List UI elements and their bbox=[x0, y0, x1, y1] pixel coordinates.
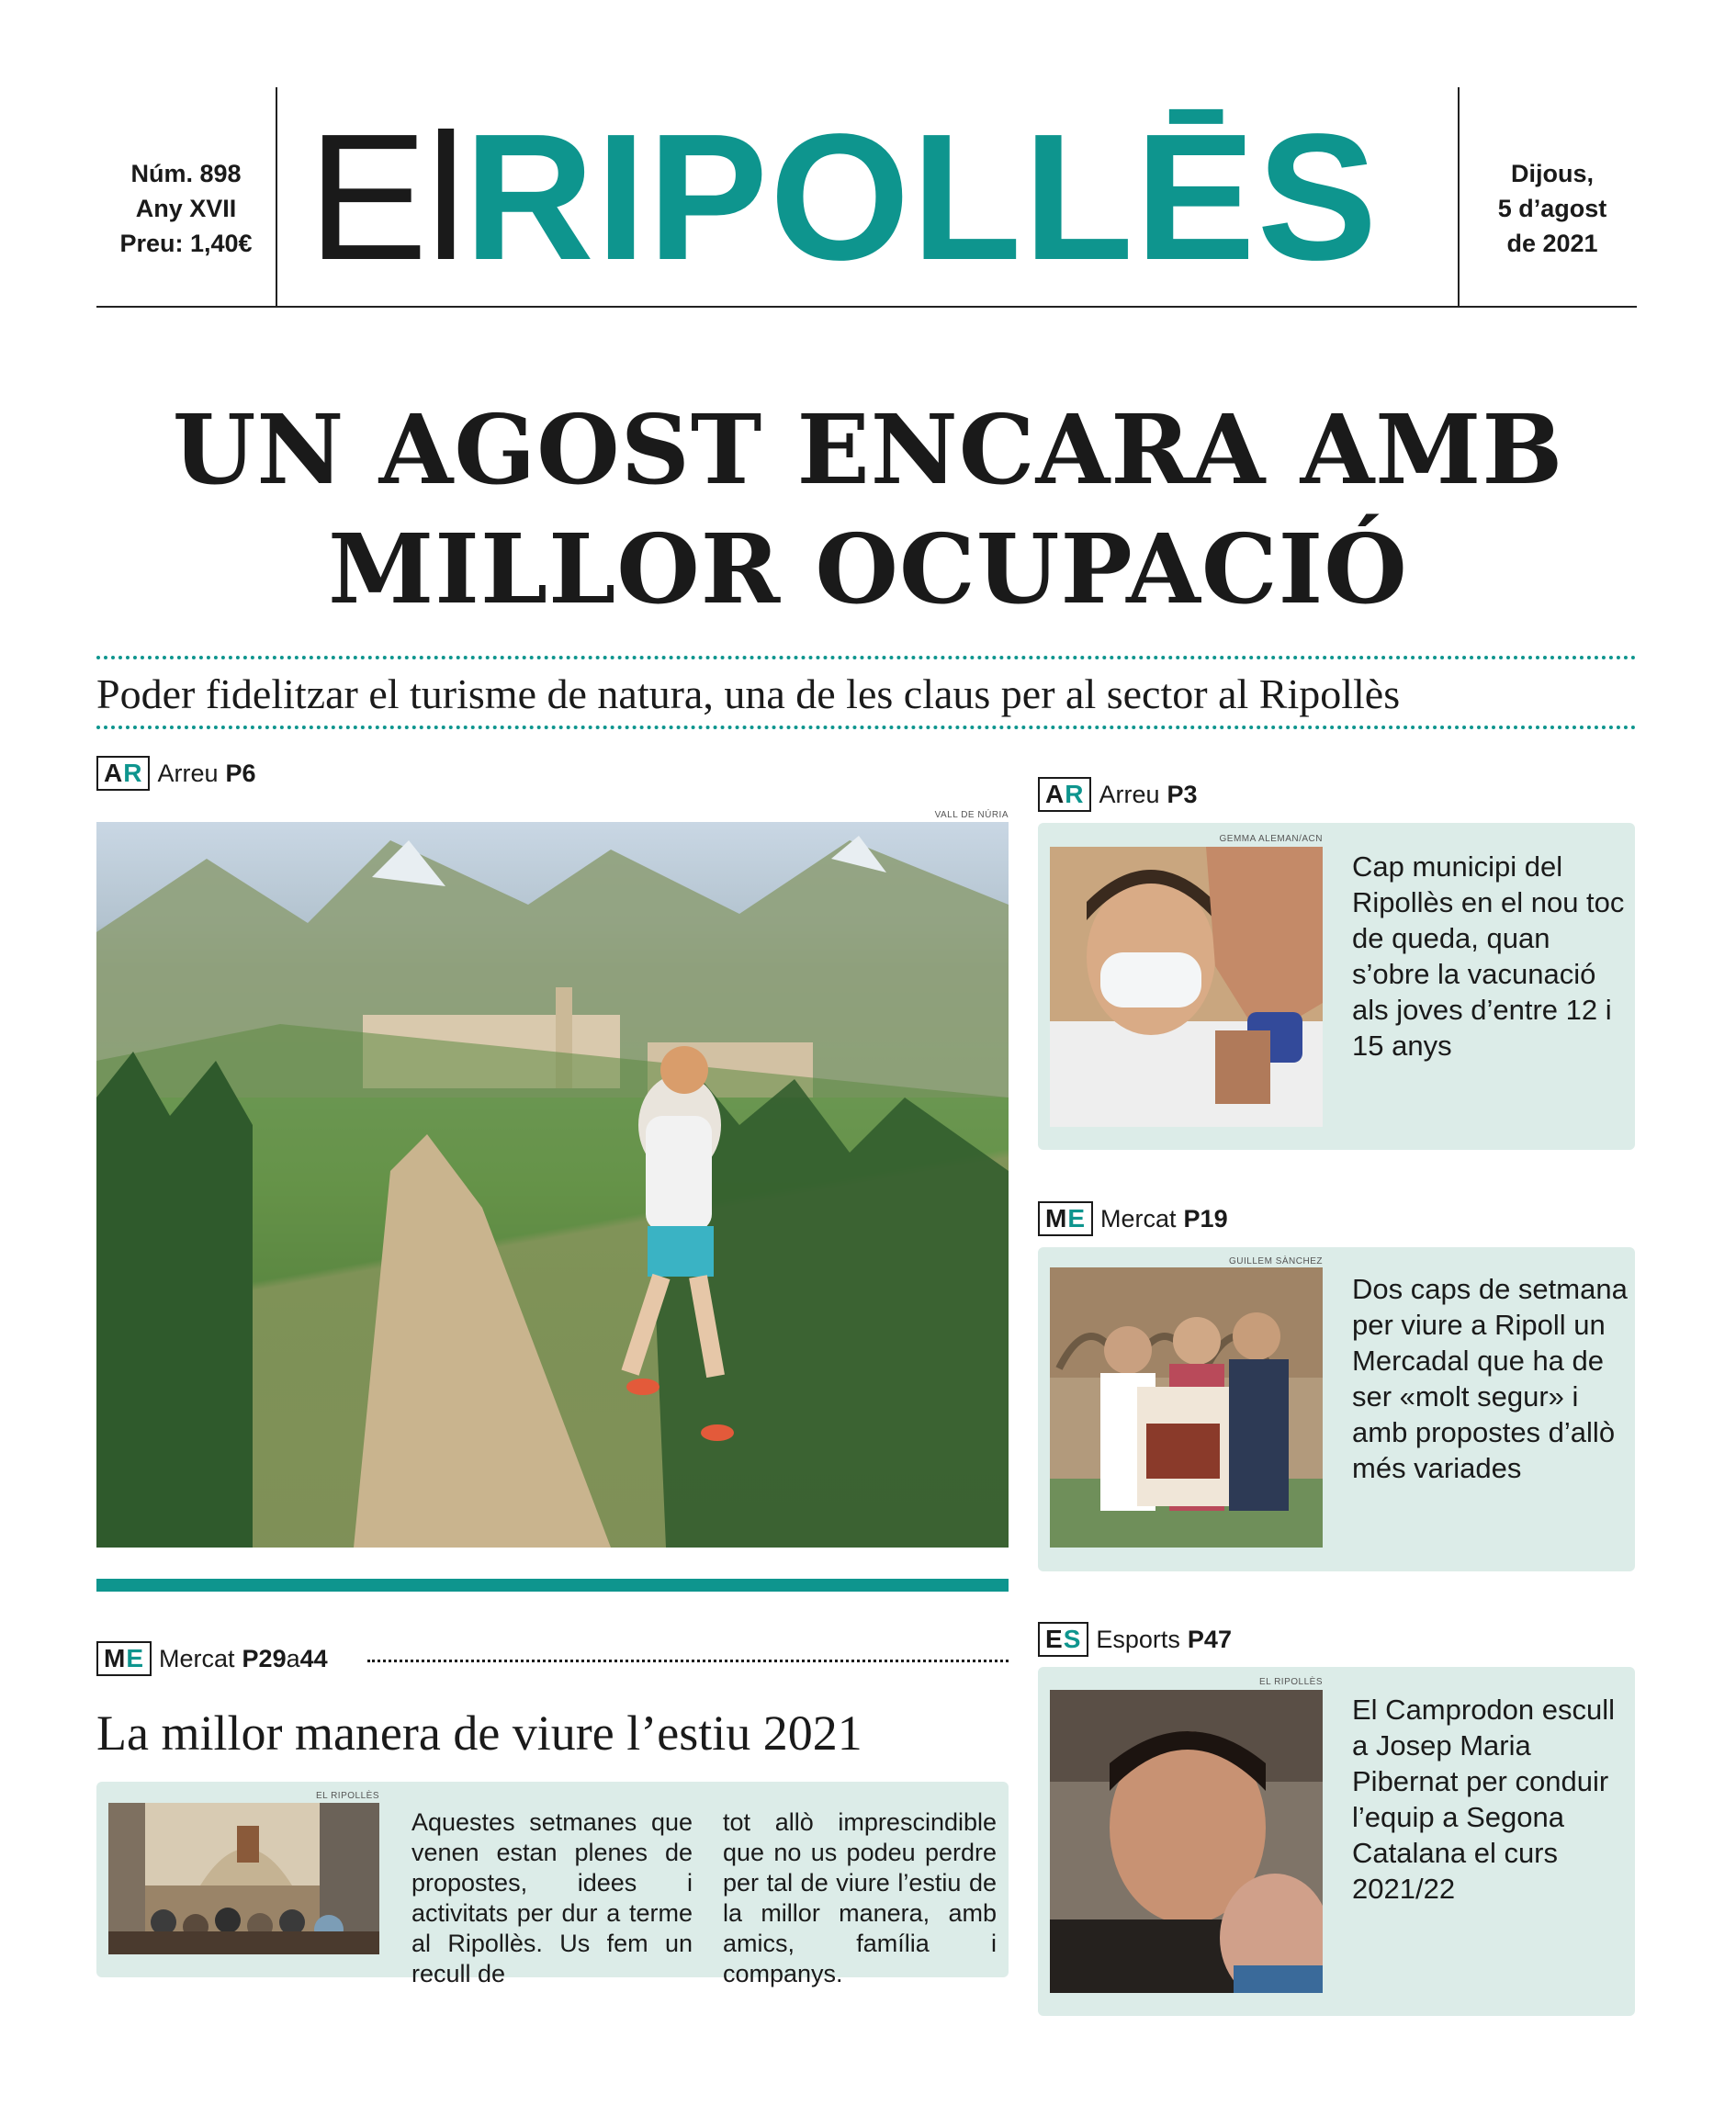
side-story-2-text: Dos caps de setmana per viure a Ripoll un Mercadal que ha de ser «molt segur» i amb propostes d’allò més variades bbox=[1352, 1273, 1628, 1484]
newspaper-logo bbox=[308, 96, 1447, 298]
coach-portrait-image bbox=[1050, 1690, 1323, 1993]
lead-section-tag[interactable] bbox=[96, 755, 256, 792]
mercadal-group-image bbox=[1050, 1267, 1323, 1548]
lead-subhead: Poder fidelitzar el turisme de natura, una de les claus per al sector al Ripollès bbox=[96, 670, 1401, 717]
feature-photo-credit: EL RIPOLLÈS bbox=[315, 1791, 379, 1801]
section-page: P19 bbox=[1183, 1204, 1228, 1233]
feature-text-col-2: tot allò imprescindible que no us podeu perdre per tal de viure l’estiu de la millor manera, amb amics, família i companys. bbox=[723, 1808, 997, 1987]
issue-price: Preu: 1,40€ bbox=[119, 230, 253, 257]
section-page: P47 bbox=[1187, 1625, 1232, 1653]
side-story-3-photo[interactable] bbox=[1050, 1690, 1323, 1993]
issue-date bbox=[1460, 156, 1644, 261]
issue-year: Any XVII bbox=[135, 195, 237, 222]
lead-photo[interactable] bbox=[96, 822, 1009, 1548]
feature-section-tag[interactable] bbox=[96, 1640, 328, 1677]
section-code: ES bbox=[1038, 1622, 1088, 1657]
lead-photo-credit: VALL DE NÚRIA bbox=[934, 810, 1009, 820]
section-page: P6 bbox=[225, 759, 256, 787]
side-story-1-photo[interactable] bbox=[1050, 847, 1323, 1127]
logo-name: RIPOLLĒS bbox=[464, 96, 1380, 298]
feature-photo[interactable] bbox=[108, 1803, 379, 1954]
side-story-3-tag[interactable] bbox=[1038, 1621, 1232, 1658]
date-day: Dijous, bbox=[1510, 160, 1594, 187]
vaccination-image bbox=[1050, 847, 1323, 1127]
dotted-rule-top bbox=[96, 656, 1637, 659]
section-name: Mercat bbox=[1100, 1204, 1177, 1233]
section-code: AR bbox=[1038, 777, 1091, 812]
side-story-3-credit: EL RIPOLLÈS bbox=[1258, 1677, 1323, 1687]
dotted-rule-bottom bbox=[96, 726, 1637, 729]
masthead-divider-right bbox=[1458, 87, 1460, 306]
logo-el: El bbox=[308, 96, 465, 298]
feature-text-col-1: Aquestes setmanes que venen estan plenes de propostes, idees i activitats per dur a terme al Ripollès. Us fem un recull de bbox=[411, 1808, 693, 1987]
feature-title[interactable]: La millor manera de viure l’estiu 2021 bbox=[96, 1705, 862, 1761]
side-story-3-text: El Camprodon escull a Josep Maria Pibernat per conduir l’equip a Segona Catalana el curs 2021/22 bbox=[1352, 1694, 1616, 1905]
feature-dotted-rule bbox=[367, 1660, 1009, 1662]
section-page: P29a44 bbox=[242, 1644, 328, 1672]
side-story-1-text: Cap municipi del Ripollès en el nou toc de queda, quan s’obre la vacunació als joves d’entre 12 i 15 anys bbox=[1352, 850, 1625, 1062]
section-name: Arreu bbox=[1099, 780, 1160, 808]
mountain-landscape-image bbox=[96, 822, 1009, 1548]
section-code: AR bbox=[96, 756, 150, 791]
side-story-1-tag[interactable] bbox=[1038, 776, 1198, 813]
section-code: ME bbox=[96, 1641, 152, 1676]
side-story-1-credit: GEMMA ALEMAN/ACN bbox=[1219, 834, 1323, 844]
headline-line-1: UN AGOST ENCARA AMB bbox=[172, 393, 1564, 506]
section-code: ME bbox=[1038, 1201, 1093, 1236]
side-story-2-tag[interactable] bbox=[1038, 1200, 1228, 1237]
masthead-divider-left bbox=[276, 87, 277, 306]
headline-line-2: MILLOR OCUPACIÓ bbox=[328, 512, 1408, 625]
lead-accent-bar bbox=[96, 1579, 1009, 1592]
date-year: de 2021 bbox=[1506, 230, 1598, 257]
section-name: Mercat bbox=[159, 1644, 235, 1672]
side-story-2-photo[interactable] bbox=[1050, 1267, 1323, 1548]
section-name: Esports bbox=[1096, 1625, 1180, 1653]
date-month: 5 d’agost bbox=[1497, 195, 1607, 222]
issue-number: Núm. 898 bbox=[130, 160, 242, 187]
issue-info bbox=[96, 156, 276, 261]
main-headline[interactable] bbox=[55, 390, 1681, 629]
section-page: P3 bbox=[1167, 780, 1198, 808]
side-story-2-credit: GUILLEM SÀNCHEZ bbox=[1229, 1256, 1323, 1266]
masthead-rule bbox=[96, 306, 1637, 308]
section-name: Arreu bbox=[157, 759, 219, 787]
church-concert-image bbox=[108, 1803, 379, 1954]
